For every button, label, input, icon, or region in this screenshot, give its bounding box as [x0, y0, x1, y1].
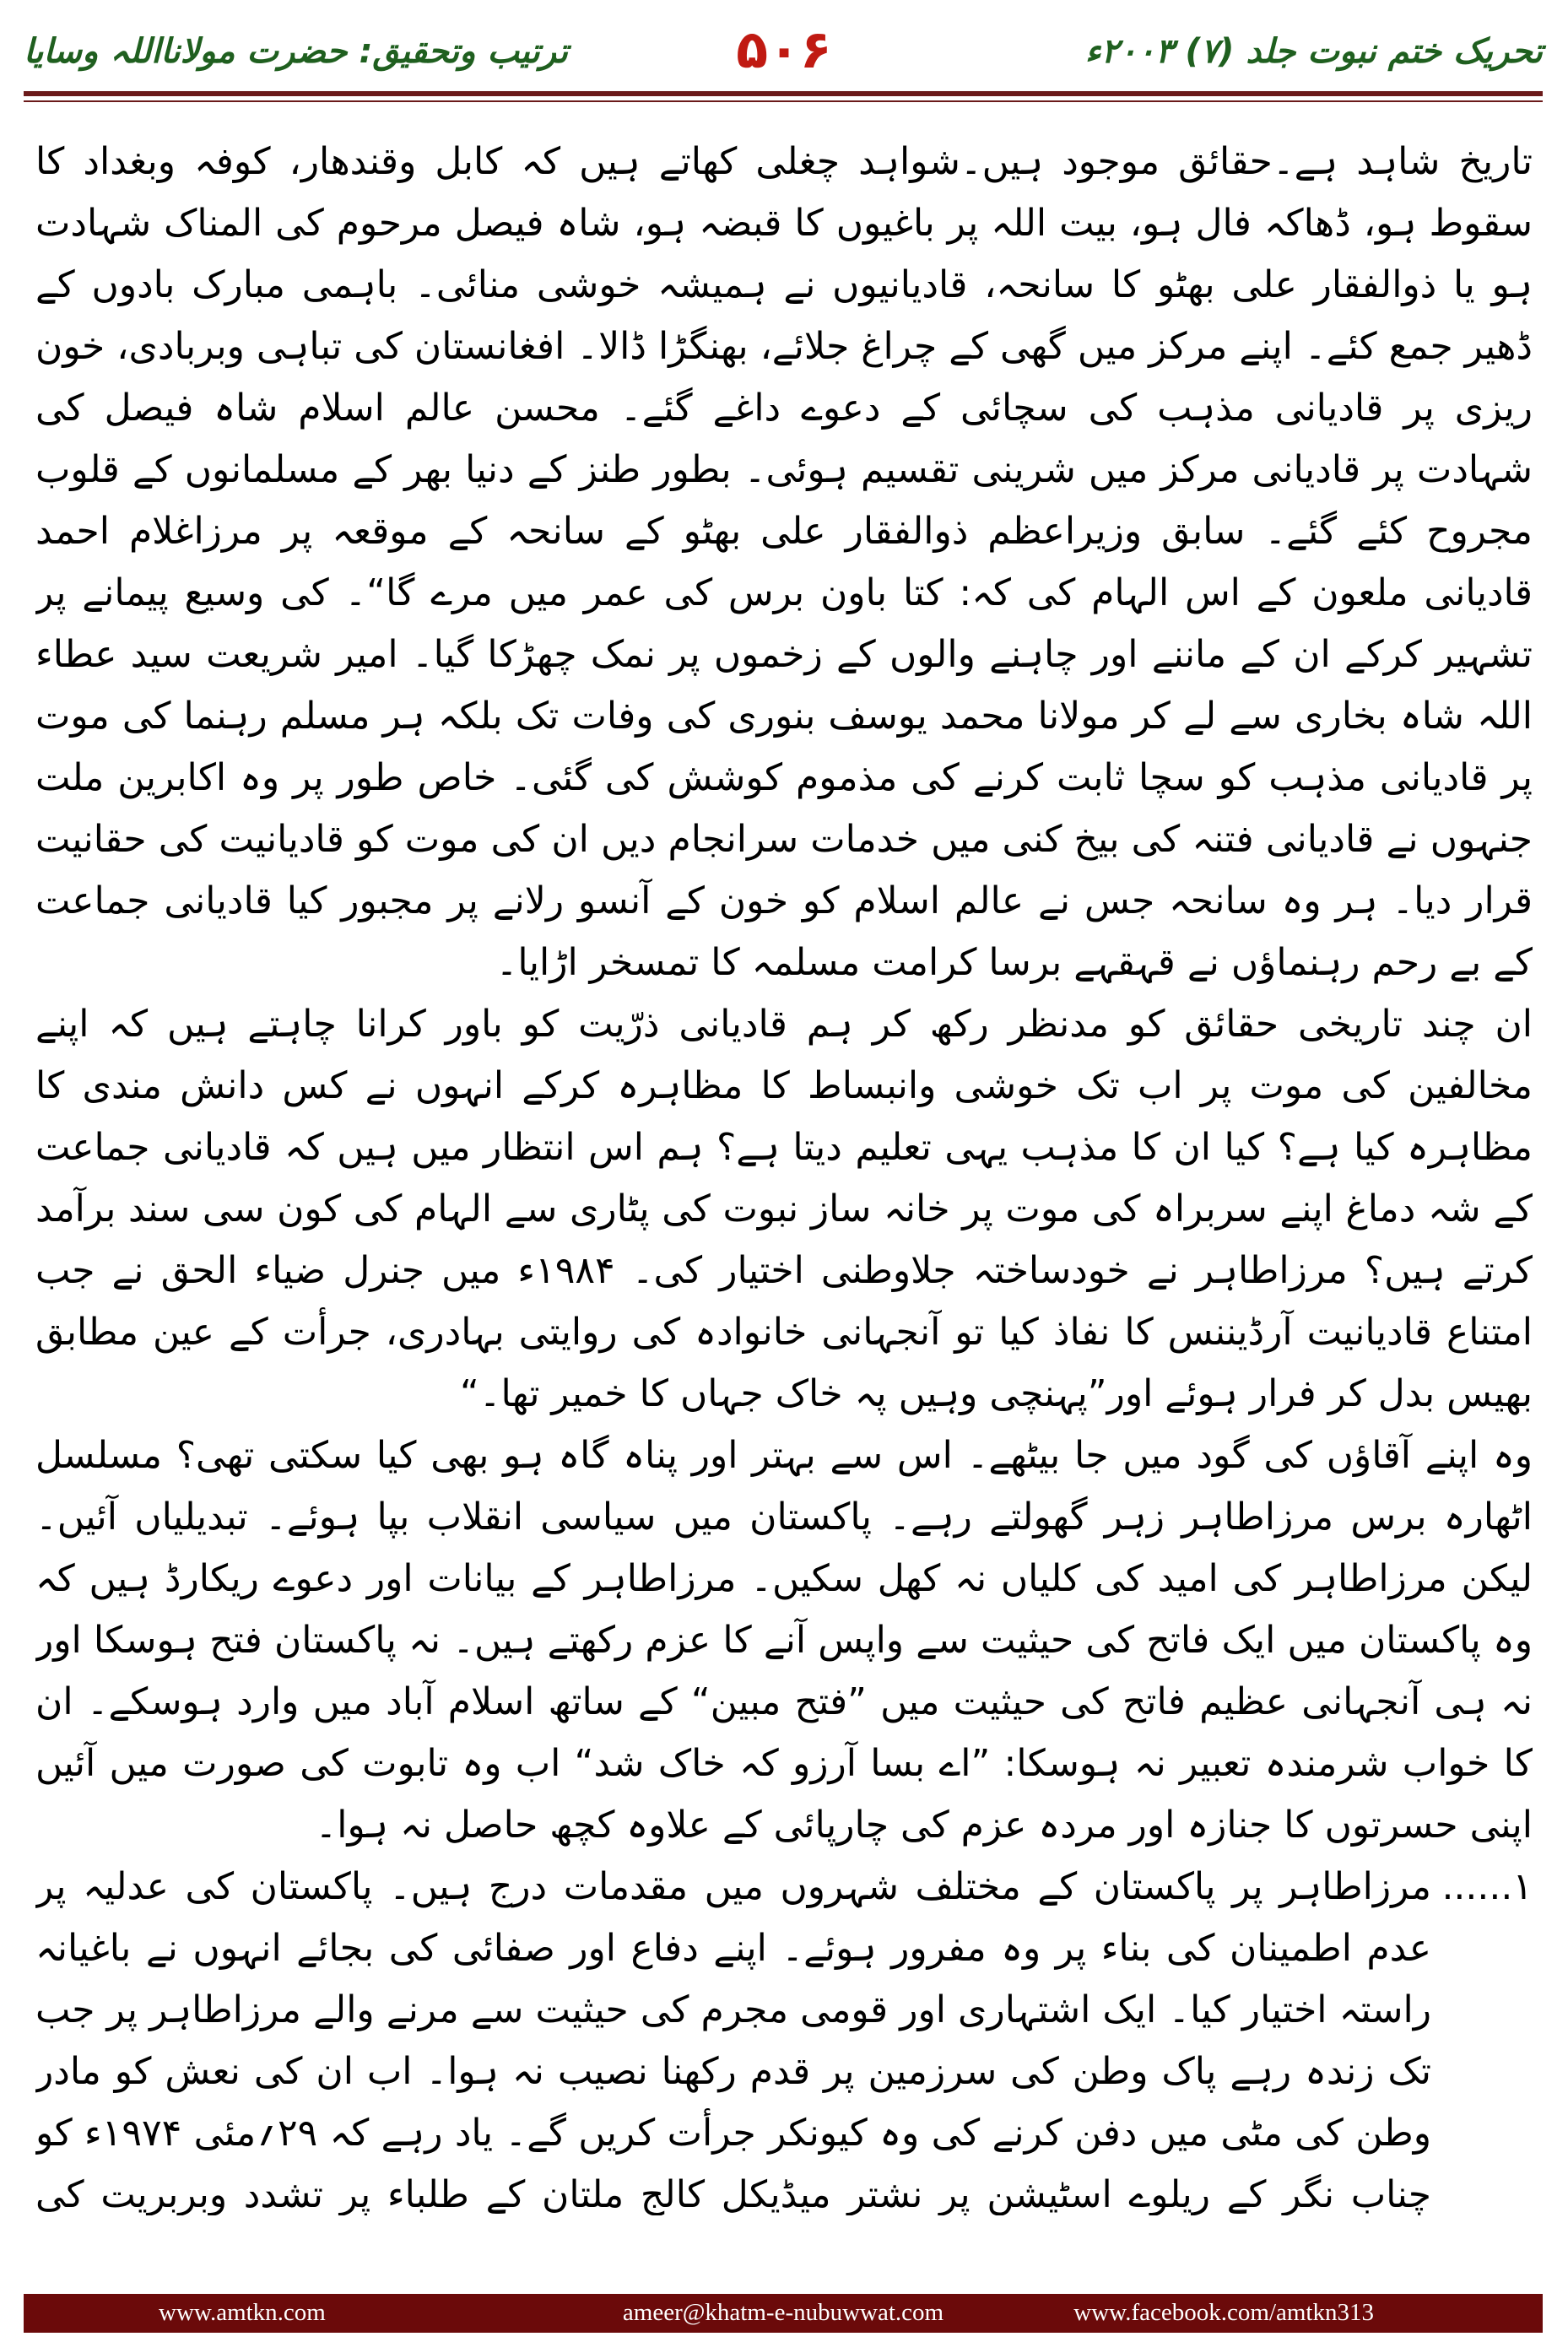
- header-rule-thick: [24, 91, 1543, 96]
- compiler-credit: ترتیب وتحقیق: حضرت مولانااللہ وسایا: [24, 32, 568, 71]
- book-title: تحریک ختم نبوت جلد (۷) ۲۰۰۳ء: [1084, 32, 1543, 71]
- numbered-item-1: [35, 1856, 1533, 2215]
- paragraph-2: ان چند تاریخی حقائق کو مدنظر رکھ کر ہم قادیانی ذرّیت کو باور کرانا چاہتے ہیں کہ اپنے مخالفین کی موت پر اب تک خوشی وانبساط کا مظاہرہ کرکے انہوں نے کس دانش مندی کا مظاہرہ کیا ہے؟ کیا ان کا مذہب یہی تعلیم دیتا ہے؟ ہم اس انتظار میں ہیں کہ قادیانی جماعت کے شہ دماغ اپنے سربراہ کی موت پر خانہ ساز نبوت کی پٹاری سے الہام کی کون سی سند برآمد کرتے ہیں؟ مرزاطاہر نے خودساختہ جلاوطنی اختیار کی۔ ۱۹۸۴ء میں جنرل ضیاء الحق نے جب امتناع قادیانیت آرڈیننس کا نفاذ کیا تو آنجہانی خانوادہ کی روایتی بہادری، جرأت کے عین مطابق بھیس بدل کر فرار ہوئے اور”پہنچی وہیں پہ خاک جہاں کا خمیر تھا۔“: [35, 1003, 1533, 1415]
- header-rule-thin: [24, 100, 1543, 102]
- website-link[interactable]: www.amtkn.com: [159, 2299, 326, 2326]
- page-header: [0, 0, 1568, 127]
- facebook-link[interactable]: www.facebook.com/amtkn313: [1073, 2299, 1374, 2326]
- item-text: مرزاطاہر پر پاکستان کے مختلف شہروں میں مقدمات درج ہیں۔ پاکستان کی عدلیہ پر عدم اطمینان کی بناء پر وہ مفرور ہوئے۔ اپنے دفاع اور صفائی کی بجائے انہوں نے باغیانہ راستہ اختیار کیا۔ ایک اشتہاری اور قومی مجرم کی حیثیت سے مرنے والے مرزاطاہر پر جب تک زندہ رہے پاک وطن کی سرزمین پر قدم رکھنا نصیب نہ ہوا۔ اب ان کی نعش کو مادر وطن کی مٹی میں دفن کرنے کی وہ کیونکر جرأت کریں گے۔ یاد رہے کہ ۲۹؍مئی ۱۹۷۴ء کو چناب نگر کے ریلوے اسٹیشن پر نشتر میڈیکل کالج ملتان کے طلباء پر تشدد وبربریت کی: [35, 1865, 1431, 2215]
- article-body: [35, 131, 1533, 2215]
- paragraph-3: وہ اپنے آقاؤں کی گود میں جا بیٹھے۔ اس سے بہتر اور پناہ گاہ ہو بھی کیا سکتی تھی؟ مسلسل اٹھارہ برس مرزاطاہر زہر گھولتے رہے۔ پاکستان میں سیاسی انقلاب بپا ہوئے۔ تبدیلیاں آئیں۔ لیکن مرزاطاہر کی امید کی کلیاں نہ کھل سکیں۔ مرزاطاہر کے بیانات اور دعوے ریکارڈ ہیں کہ وہ پاکستان میں ایک فاتح کی حیثیت سے واپس آنے کا عزم رکھتے ہیں۔ نہ پاکستان فتح ہوسکا اور نہ ہی آنجہانی عظیم فاتح کی حیثیت میں ”فتح مبین“ کے ساتھ اسلام آباد میں وارد ہوسکے۔ ان کا خواب شرمندہ تعبیر نہ ہوسکا: ”اے بسا آرزو کہ خاک شد“ اب وہ تابوت کی صورت میں آئیں اپنی حسرتوں کا جنازہ اور مردہ عزم کی چارپائی کے علاوہ کچھ حاصل نہ ہوا۔: [35, 1434, 1533, 1847]
- page-footer: [24, 2294, 1543, 2333]
- paragraph-1: تاریخ شاہد ہے۔حقائق موجود ہیں۔شواہد چغلی کھاتے ہیں کہ کابل وقندھار، کوفہ وبغداد کا سقوط ہو، ڈھاکہ فال ہو، بیت اللہ پر باغیوں کا قبضہ ہو، شاہ فیصل مرحوم کی المناک شہادت ہو یا ذوالفقار علی بھٹو کا سانحہ، قادیانیوں نے ہمیشہ خوشی منائی۔ باہمی مبارک بادوں کے ڈھیر جمع کئے۔ اپنے مرکز میں گھی کے چراغ جلائے، بھنگڑا ڈالا۔ افغانستان کی تباہی وبربادی، خون ریزی پر قادیانی مذہب کی سچائی کے دعوے داغے گئے۔ محسن عالم اسلام شاہ فیصل کی شہادت پر قادیانی مرکز میں شرینی تقسیم ہوئی۔ بطور طنز کے دنیا بھر کے مسلمانوں کے قلوب مجروح کئے گئے۔ سابق وزیراعظم ذوالفقار علی بھٹو کے سانحہ کے موقعہ پر مرزاغلام احمد قادیانی ملعون کے اس الہام کی کہ: کتا باون برس کی عمر میں مرے گا“۔ کی وسیع پیمانے پر تشہیر کرکے ان کے ماننے اور چاہنے والوں کے زخموں پر نمک چھڑکا گیا۔ امیر شریعت سید عطاء اللہ شاہ بخاری سے لے کر مولانا محمد یوسف بنوری کی وفات تک بلکہ ہر مسلم رہنما کی موت پر قادیانی مذہب کو سچا ثابت کرنے کی مذموم کوشش کی گئی۔ خاص طور پر وہ اکابرین ملت جنہوں نے قادیانی فتنہ کی بیخ کنی میں خدمات سرانجام دیں ان کی موت کو قادیانیت کی حقانیت قرار دیا۔ ہر وہ سانحہ جس نے عالم اسلام کو خون کے آنسو رلانے پر مجبور کیا قادیانی جماعت کے بے رحم رہنماؤں نے قہقہے برسا کرامت مسلمہ کا تمسخر اڑایا۔: [35, 140, 1533, 984]
- item-number: ۱......: [1441, 1865, 1533, 1908]
- email-link[interactable]: ameer@khatm-e-nubuwwat.com: [622, 2299, 944, 2326]
- page-number: ۵۰۶: [736, 19, 832, 80]
